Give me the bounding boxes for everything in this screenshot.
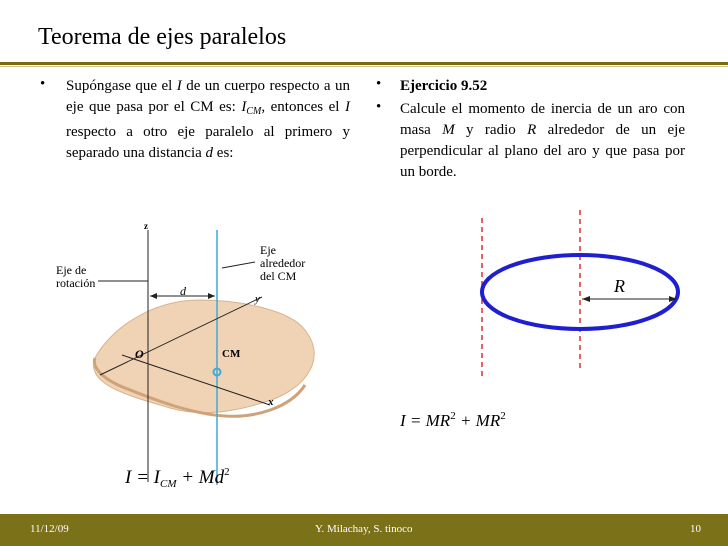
distance-label: d	[180, 284, 186, 298]
footer-date: 11/12/09	[30, 523, 69, 535]
text-run: , entonces el	[261, 99, 345, 115]
bullet-icon: •	[40, 76, 46, 92]
bullet-icon: •	[376, 99, 382, 115]
rotation-axis-label: Eje de rotación	[56, 263, 96, 290]
text-run: y radio	[454, 122, 528, 138]
formula-exponent: 2	[224, 466, 230, 478]
formula-part: I = MR	[400, 411, 451, 430]
formula-part: I = I	[125, 467, 160, 488]
footer-page-number: 10	[690, 523, 701, 535]
symbol-d: d	[205, 145, 214, 161]
formula-part: + Md	[176, 467, 225, 488]
symbol-R: R	[527, 122, 537, 138]
radius-label: R	[614, 276, 625, 296]
formula-exponent: 2	[450, 410, 456, 422]
cm-axis-label: Eje alrededor del CM	[260, 243, 306, 283]
origin-label: O	[135, 347, 144, 361]
text-run: Calcule el momento de inercia de un aro con masa	[400, 101, 685, 138]
text-run: respecto a otro eje paralelo al primero y separado una distancia	[66, 124, 350, 161]
radius-arrowhead-left	[582, 296, 590, 302]
y-axis-label: y	[255, 293, 260, 305]
symbol-I: I	[345, 99, 350, 115]
symbol-M: M	[442, 122, 455, 138]
footer-author: Y. Milachay, S. tinoco	[315, 523, 413, 535]
slide-title: Teorema de ejes paralelos	[38, 24, 287, 50]
text-run: alrededor de un eje perpendicular al plano del aro y que pasa por un borde.	[400, 122, 685, 180]
formula-subscript: CM	[159, 478, 177, 490]
bullet-icon: •	[376, 76, 382, 92]
z-axis-label: z	[144, 221, 148, 231]
symbol-I: I	[176, 78, 182, 94]
text-run: es:	[213, 145, 234, 161]
formula-part: + MR	[455, 411, 501, 430]
exercise-heading: Ejercicio 9.52	[400, 78, 488, 94]
ring-formula	[400, 410, 506, 431]
symbol-I-cm: I	[241, 99, 247, 115]
footer-bar	[0, 514, 728, 546]
cm-label: CM	[222, 348, 241, 360]
x-axis-label: x	[268, 396, 274, 408]
text-run: Supóngase que el	[66, 78, 177, 94]
text-run: de un cuerpo respecto a un eje que pasa por el CM es:	[66, 78, 350, 115]
formula-exponent: 2	[500, 410, 506, 422]
subscript-cm: CM	[246, 106, 262, 117]
